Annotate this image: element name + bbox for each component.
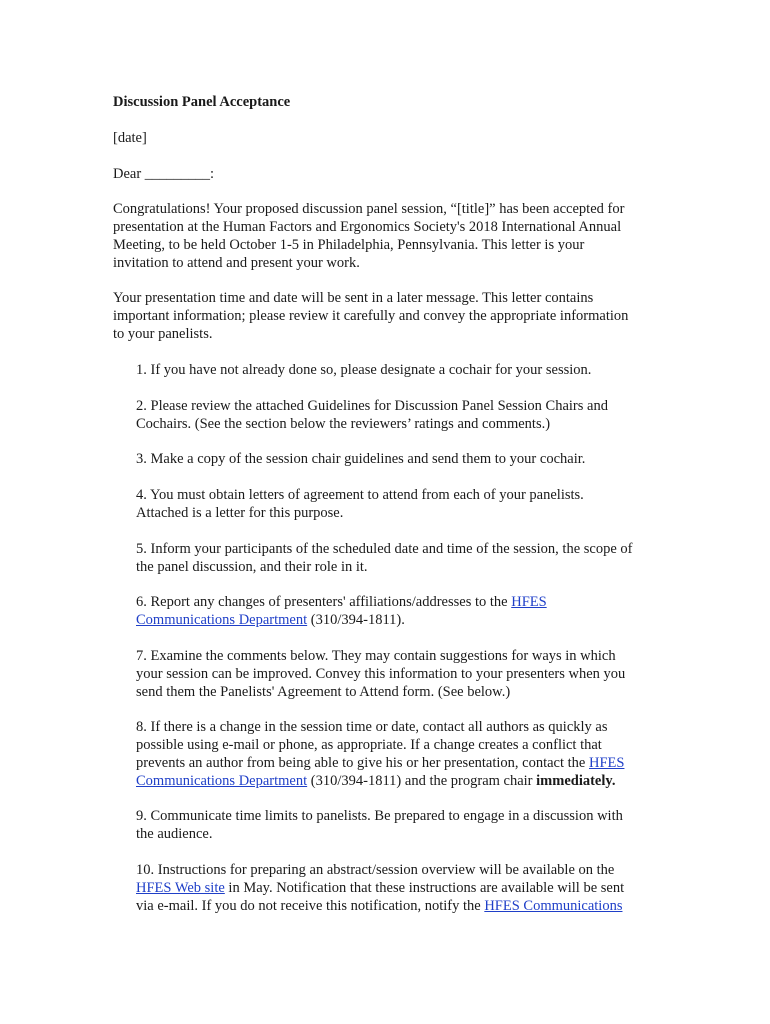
document-title: Discussion Panel Acceptance (113, 94, 291, 110)
list-item-text: (310/394-1811) and the program chair (307, 773, 537, 789)
list-item-6 (136, 593, 676, 629)
list-item-line (136, 897, 676, 915)
hfes-communications-link[interactable]: Communications Department (136, 612, 308, 628)
list-item-text: (310/394-1811). (307, 612, 405, 628)
list-item-5 (136, 540, 676, 576)
list-item-line: send them the Panelists' Agreement to Attend form. (See below.) (136, 684, 511, 700)
hfes-communications-link[interactable]: HFES (511, 594, 547, 610)
list-item-line: 2. Please review the attached Guidelines for Discussion Panel Session Chairs and (136, 398, 608, 414)
hfes-web-site-link[interactable]: HFES Web site (136, 880, 225, 896)
list-item-line: Attached is a letter for this purpose. (136, 505, 344, 521)
list-item-line (136, 754, 676, 772)
list-item-line: the audience. (136, 826, 213, 842)
paragraph-line: Congratulations! Your proposed discussion panel session, “[title]” has been accepted for (113, 201, 625, 217)
list-item-line: 1. If you have not already done so, please designate a cochair for your session. (136, 362, 592, 378)
list-item-text: in May. Notification that these instructions are available will be sent (224, 880, 625, 896)
paragraph-congratulations (113, 200, 673, 272)
list-item-text: 6. Report any changes of presenters' affiliations/addresses to the (136, 594, 512, 610)
list-item-line: 7. Examine the comments below. They may contain suggestions for ways in which (136, 648, 616, 664)
list-item-text: via e-mail. If you do not receive this notification, notify the (136, 898, 485, 914)
list-item-line: 3. Make a copy of the session chair guidelines and send them to your cochair. (136, 451, 586, 467)
list-item-line: your session can be improved. Convey this information to your presenters when you (136, 666, 626, 682)
list-item-line (136, 879, 676, 897)
paragraph-line: Your presentation time and date will be sent in a later message. This letter contains (113, 290, 594, 306)
list-item-10 (136, 861, 676, 915)
list-item-9 (136, 807, 676, 843)
list-item-8 (136, 718, 676, 790)
list-item-line (136, 611, 676, 629)
list-item-1 (136, 361, 676, 379)
paragraph-line: presentation at the Human Factors and Ergonomics Society's 2018 International Annual (113, 219, 622, 235)
list-item-line (136, 772, 676, 790)
hfes-communications-link[interactable]: HFES Communications (484, 898, 623, 914)
list-item-7 (136, 647, 676, 701)
list-item-3 (136, 450, 676, 468)
list-item-line: 8. If there is a change in the session time or date, contact all authors as quickly as (136, 719, 608, 735)
salutation: Dear _________: (113, 166, 215, 182)
list-item-4 (136, 486, 676, 522)
list-item-line: Cochairs. (See the section below the reviewers’ ratings and comments.) (136, 416, 551, 432)
list-item-line: 9. Communicate time limits to panelists. Be prepared to engage in a discussion with (136, 808, 623, 824)
list-item-line: possible using e-mail or phone, as appropriate. If a change creates a conflict that (136, 737, 602, 753)
paragraph-presentation-time (113, 289, 673, 343)
list-item-2 (136, 397, 676, 433)
list-item-line: 10. Instructions for preparing an abstract/session overview will be available on the (136, 862, 615, 878)
list-item-line: the panel discussion, and their role in it. (136, 559, 368, 575)
list-item-text: prevents an author from being able to give his or her presentation, contact the (136, 755, 589, 771)
paragraph-line: Meeting, to be held October 1-5 in Philadelphia, Pennsylvania. This letter is your (113, 237, 585, 253)
emphasis-immediately: immediately. (536, 773, 616, 789)
list-item-line: 4. You must obtain letters of agreement to attend from each of your panelists. (136, 487, 584, 503)
list-item-line (136, 593, 676, 611)
paragraph-line: invitation to attend and present your work. (113, 255, 360, 271)
list-item-line: 5. Inform your participants of the scheduled date and time of the session, the scope of (136, 541, 633, 557)
hfes-communications-link[interactable]: HFES (588, 755, 625, 771)
date-line: [date] (113, 130, 147, 146)
paragraph-line: important information; please review it carefully and convey the appropriate information (113, 308, 629, 324)
hfes-communications-link[interactable]: Communications Department (136, 773, 308, 789)
paragraph-line: to your panelists. (113, 326, 213, 342)
